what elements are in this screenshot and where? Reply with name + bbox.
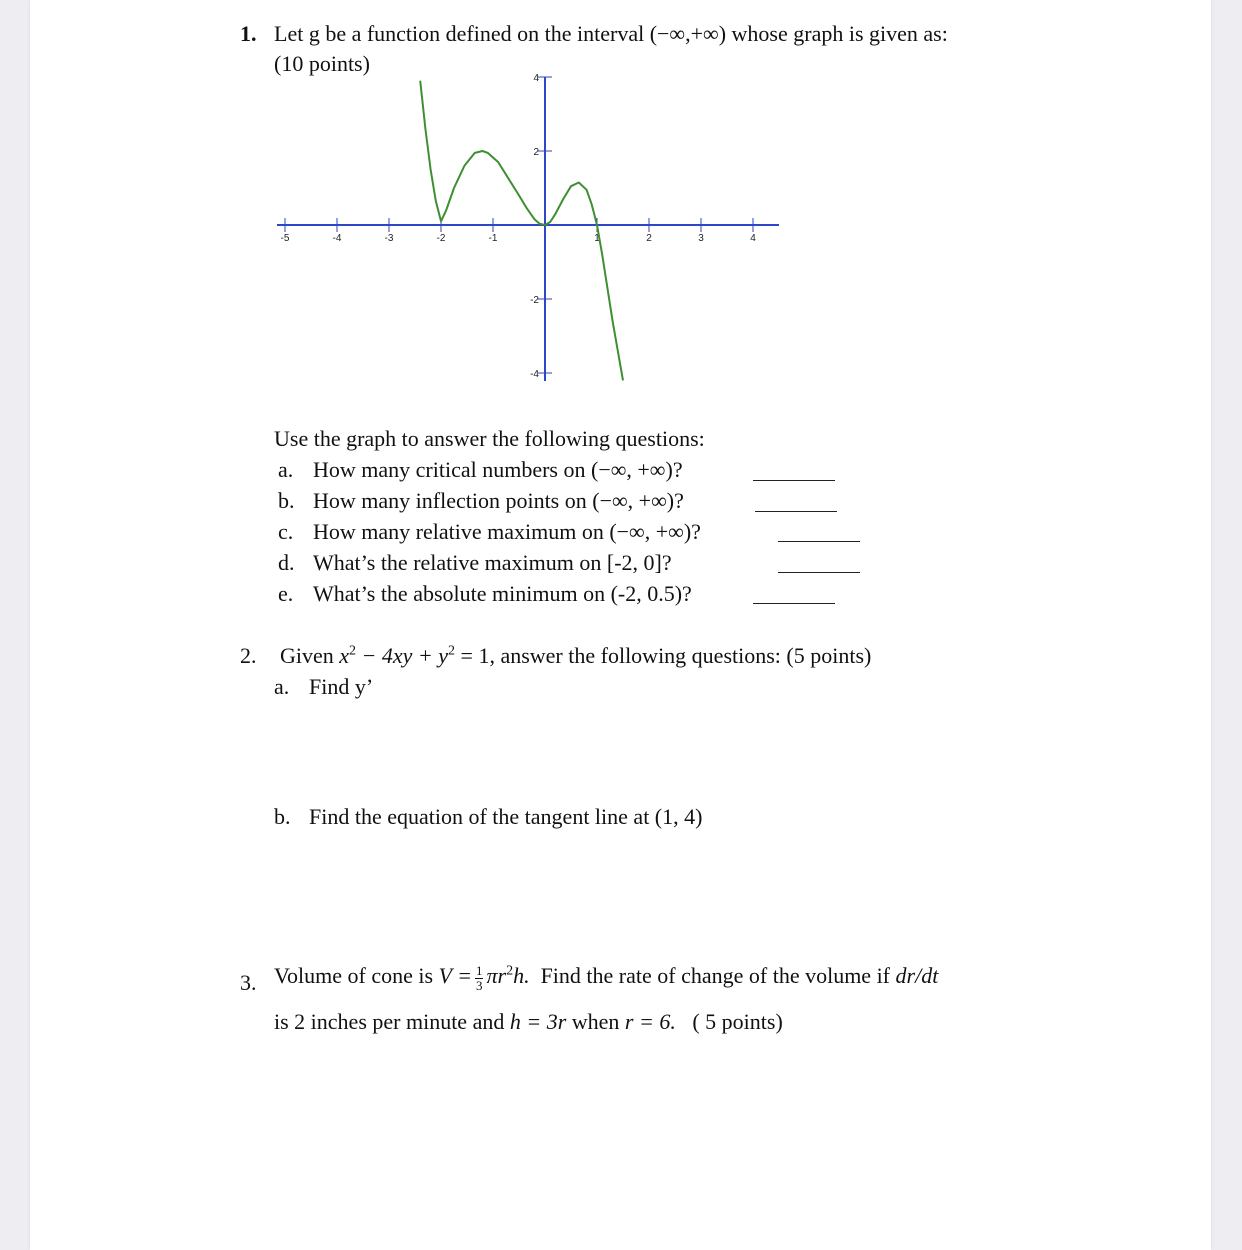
q3-points: ( 5 points): [692, 1009, 783, 1034]
q1a-text: How many critical numbers on (−∞, +∞)?: [313, 457, 683, 482]
q1b-answer-blank[interactable]: [755, 511, 837, 512]
q3-line1-end: Find the rate of change of the volume if: [540, 963, 891, 988]
q3-pi-r: πr: [486, 963, 507, 988]
fraction-numerator: 1: [475, 962, 483, 978]
q3-h-eq: h = 3r: [509, 1009, 567, 1034]
q3-line1-start: Volume of cone is: [274, 963, 434, 988]
q1e-text: What’s the absolute minimum on (-2, 0.5)?: [313, 581, 692, 606]
one-third-fraction: [475, 964, 484, 992]
series-line-g: [420, 81, 623, 381]
q1c-letter: c.: [278, 519, 294, 544]
x-tick-label: 3: [698, 233, 704, 244]
q1d-text: What’s the relative maximum on [-2, 0]?: [313, 550, 672, 575]
q2-number: 2.: [240, 643, 257, 668]
q1-instructions: Use the graph to answer the following questions:: [274, 426, 705, 451]
q2b-text: Find the equation of the tangent line at (1, 4): [309, 804, 703, 829]
y-tick-label: -2: [530, 295, 539, 306]
q2-prompt: [280, 643, 871, 668]
function-graph: [260, 70, 790, 390]
q3-sq: 2: [506, 963, 514, 979]
q3-v-eq: V =: [438, 963, 472, 988]
q2-eq-sq1: 2: [349, 643, 357, 659]
y-tick-label: 4: [533, 73, 539, 84]
q1-number: 1.: [240, 21, 257, 46]
q1d-letter: d.: [278, 550, 295, 575]
q2a-letter: a.: [274, 674, 290, 699]
x-tick-label: -1: [488, 233, 498, 244]
q2-rest: , answer the following questions: (5 points): [489, 643, 872, 668]
q2-eq-y: y: [438, 643, 449, 668]
q1a-answer-blank[interactable]: [753, 480, 835, 481]
q1-prompt: Let g be a function defined on the interval (−∞,+∞) whose graph is given as:: [274, 21, 948, 46]
q1c-text: How many relative maximum on (−∞, +∞)?: [313, 519, 701, 544]
q1e-answer-blank[interactable]: [753, 603, 835, 604]
x-tick-label: -2: [436, 233, 446, 244]
x-tick-label: -5: [280, 233, 290, 244]
y-tick-label: 2: [533, 147, 539, 158]
q1-points: (10 points): [274, 51, 370, 76]
q1c-answer-blank[interactable]: [778, 541, 860, 542]
q3-line1: [274, 963, 938, 992]
fraction-denominator: 3: [475, 977, 483, 993]
q1a-letter: a.: [278, 457, 294, 482]
y-tick-label: -4: [530, 369, 539, 380]
x-tick-label: 1: [594, 233, 600, 244]
q1d-answer-blank[interactable]: [778, 572, 860, 573]
q3-line2: [274, 1009, 783, 1034]
q3-r-eq: r = 6.: [624, 1009, 676, 1034]
x-tick-label: -3: [384, 233, 394, 244]
q2b-letter: b.: [274, 804, 291, 829]
q1e-letter: e.: [278, 581, 294, 606]
q3-drdt: dr/dt: [895, 963, 939, 988]
q2-eq-x: x: [339, 643, 350, 668]
x-tick-label: 2: [646, 233, 652, 244]
q3-when: when: [571, 1009, 620, 1034]
q1b-text: How many inflection points on (−∞, +∞)?: [313, 488, 684, 513]
q1b-letter: b.: [278, 488, 295, 513]
q2-given: Given: [280, 643, 334, 668]
q3-number: 3.: [240, 970, 257, 995]
q2a-text: Find y’: [309, 674, 374, 699]
x-tick-label: -4: [332, 233, 342, 244]
q3-line2-start: is 2 inches per minute and: [274, 1009, 505, 1034]
q3-h: h.: [513, 963, 530, 988]
q2-eq-sq2: 2: [448, 643, 456, 659]
q2-eq-mid: − 4xy +: [356, 643, 439, 668]
q2-eq-end: = 1: [455, 643, 490, 668]
x-tick-label: 4: [750, 233, 756, 244]
